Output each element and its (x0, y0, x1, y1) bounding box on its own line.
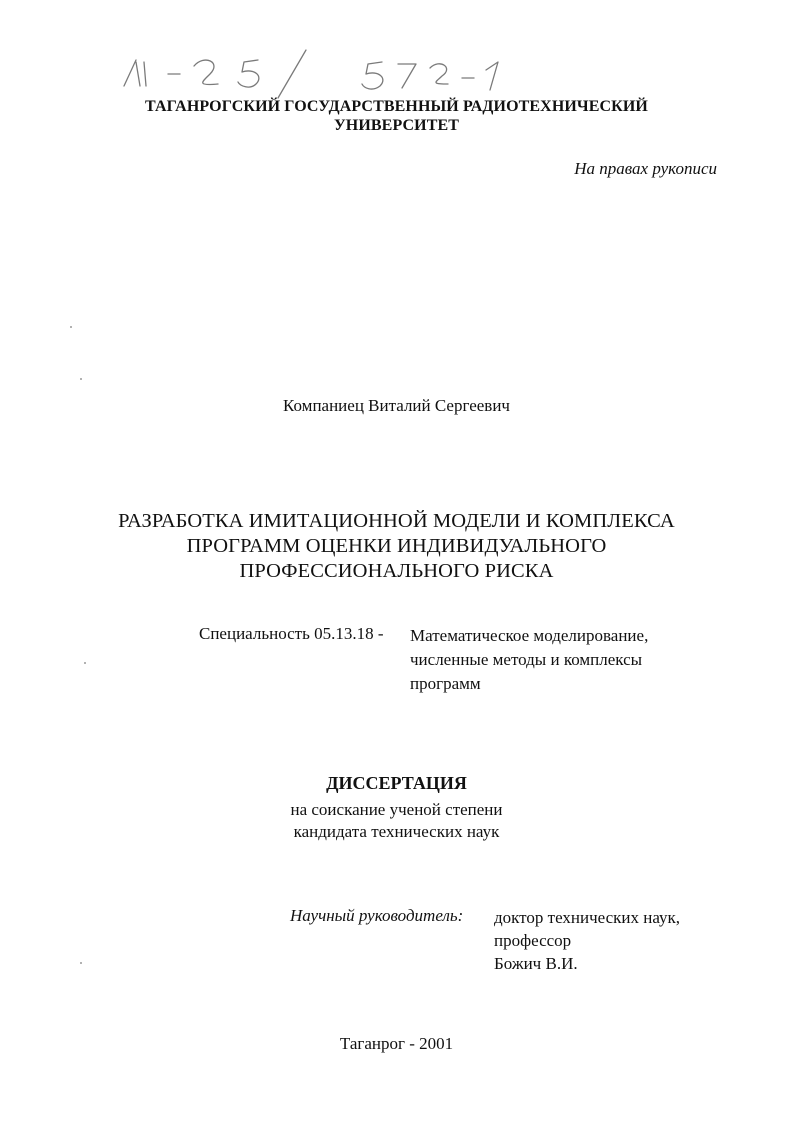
specialty-line-3: программ (410, 674, 481, 693)
dissertation-title (0, 509, 793, 584)
degree-description (0, 799, 793, 843)
title-line-2: ПРОГРАММ ОЦЕНКИ ИНДИВИДУАЛЬНОГО (186, 535, 607, 557)
scan-speck (80, 378, 82, 380)
dissertation-heading: ДИССЕРТАЦИЯ (326, 773, 467, 793)
specialty-line-1: Математическое моделирование, (410, 626, 649, 645)
specialty-line-2: численные методы и комплексы (410, 650, 643, 669)
institution-line-1: ТАГАНРОГСКИЙ ГОСУДАРСТВЕННЫЙ РАДИОТЕХНИЧЕСКИЙ (145, 98, 648, 115)
place-and-year: Таганрог - 2001 (339, 1034, 454, 1053)
title-line-3: ПРОФЕССИОНАЛЬНОГО РИСКА (239, 560, 554, 582)
advisor-line-3: Божич В.И. (494, 954, 578, 973)
manuscript-rights-note: На правах рукописи (574, 159, 717, 178)
advisor-label: Научный руководитель: (290, 906, 464, 925)
scan-speck (70, 326, 72, 328)
title-line-1: РАЗРАБОТКА ИМИТАЦИОННОЙ МОДЕЛИ И КОМПЛЕКСА (118, 510, 675, 532)
specialty-code-label: Специальность 05.13.18 - (199, 624, 384, 643)
specialty-description (410, 624, 648, 696)
scan-speck (80, 962, 82, 964)
institution-line-2: УНИВЕРСИТЕТ (333, 117, 460, 134)
scan-speck (84, 662, 86, 664)
advisor-line-2: профессор (494, 931, 572, 950)
author-name: Компаниец Виталий Сергеевич (283, 396, 510, 415)
advisor-info (494, 906, 680, 975)
institution-name (0, 97, 793, 135)
degree-line-2: кандидата технических наук (293, 822, 500, 841)
advisor-line-1: доктор технических наук, (494, 908, 681, 927)
degree-line-1: на соискание ученой степени (290, 800, 503, 819)
handwritten-archive-number (110, 40, 550, 102)
